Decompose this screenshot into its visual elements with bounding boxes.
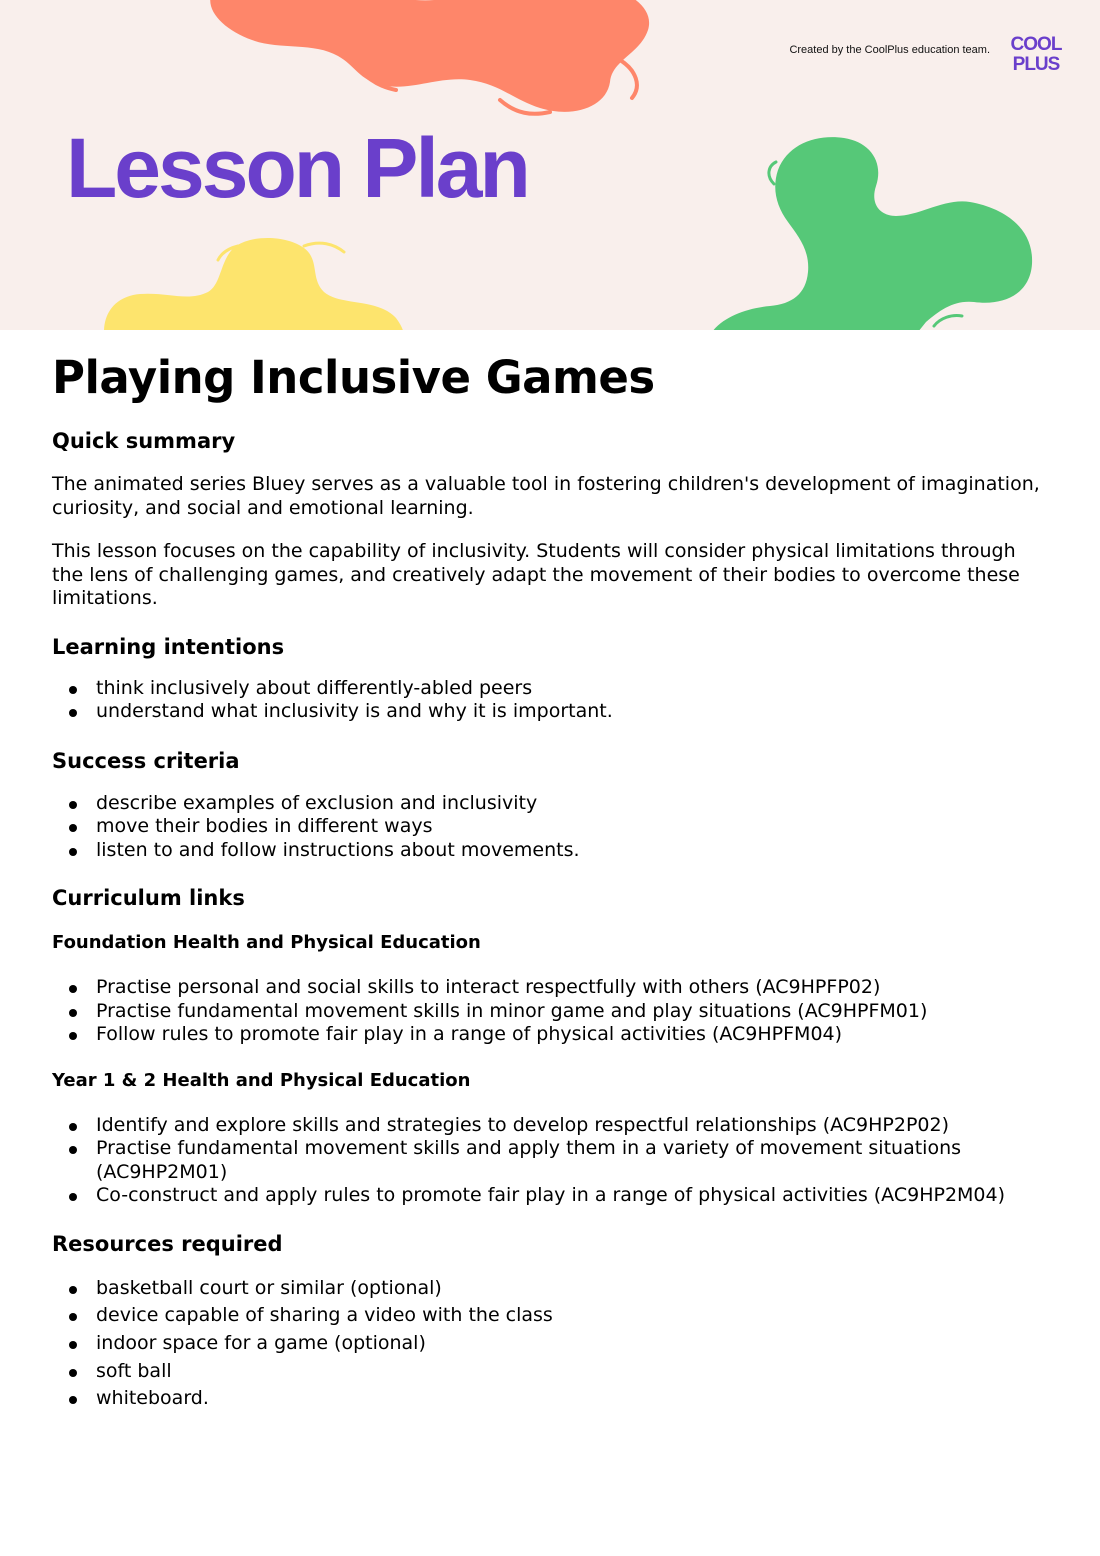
list-item: indoor space for a game (optional) xyxy=(52,1332,1052,1356)
list-item: listen to and follow instructions about movements. xyxy=(52,839,1052,863)
quick-summary-heading: Quick summary xyxy=(52,429,236,453)
credit-text: Created by the CoolPlus education team. xyxy=(789,44,990,56)
list-item: soft ball xyxy=(52,1360,1052,1384)
lesson-content xyxy=(52,350,1052,1415)
summary-paragraph: The animated series Bluey serves as a valuable tool in fostering children's development of imagination, curiosity, and social and emotional learning. xyxy=(52,473,1040,519)
foundation-subheading: Foundation Health and Physical Education xyxy=(52,932,481,953)
green-paint-blob xyxy=(704,132,1040,330)
success-criteria-heading: Success criteria xyxy=(52,748,240,773)
resources-required-heading: Resources required xyxy=(52,1231,283,1256)
list-item: describe examples of exclusion and inclusivity xyxy=(52,792,1052,816)
lesson-title: Playing Inclusive Games xyxy=(52,351,655,404)
learning-intentions-heading: Learning intentions xyxy=(52,634,285,659)
yellow-paint-blob xyxy=(98,236,408,330)
logo-text-top: COOL xyxy=(1010,34,1062,55)
resources-list xyxy=(52,1277,1052,1411)
year-1-2-subheading: Year 1 & 2 Health and Physical Education xyxy=(52,1069,471,1091)
summary-paragraph: This lesson focuses on the capability of inclusivity. Students will consider physical limitations through the lens of challenging games, and creatively adapt the movement of their bodies to overcome these limitations. xyxy=(52,540,1020,609)
list-item: Identify and explore skills and strategies to develop respectful relationships (AC9HP2P02) xyxy=(52,1114,1052,1138)
page-title: Lesson Plan xyxy=(66,121,528,215)
curriculum-links-heading: Curriculum links xyxy=(52,886,245,910)
list-item: move their bodies in different ways xyxy=(52,815,1052,839)
list-item: Practise personal and social skills to interact respectfully with others (AC9HPFP02) xyxy=(52,976,1052,1000)
year-1-2-list xyxy=(52,1114,1052,1208)
list-item: device capable of sharing a video with the class xyxy=(52,1304,1052,1328)
header-banner xyxy=(0,0,1100,330)
foundation-list xyxy=(52,976,1052,1047)
success-criteria-list xyxy=(52,792,1052,863)
list-item: think inclusively about differently-abled peers xyxy=(52,677,1052,701)
coolplus-logo xyxy=(1003,33,1069,73)
learning-intentions-list xyxy=(52,677,1052,724)
list-item: Practise fundamental movement skills in minor game and play situations (AC9HPFM01) xyxy=(52,1000,1052,1024)
list-item: Practise fundamental movement skills and apply them in a variety of movement situations (AC9HP2M01) xyxy=(52,1137,1052,1184)
list-item: Follow rules to promote fair play in a range of physical activities (AC9HPFM04) xyxy=(52,1023,1052,1047)
logo-text-bottom: PLUS xyxy=(1012,54,1060,73)
list-item: understand what inclusivity is and why it is important. xyxy=(52,700,1052,724)
coral-paint-blob xyxy=(200,0,670,120)
list-item: Co-construct and apply rules to promote fair play in a range of physical activities (AC9HP2M04) xyxy=(52,1184,1052,1208)
list-item: basketball court or similar (optional) xyxy=(52,1277,1052,1301)
list-item: whiteboard. xyxy=(52,1387,1052,1411)
